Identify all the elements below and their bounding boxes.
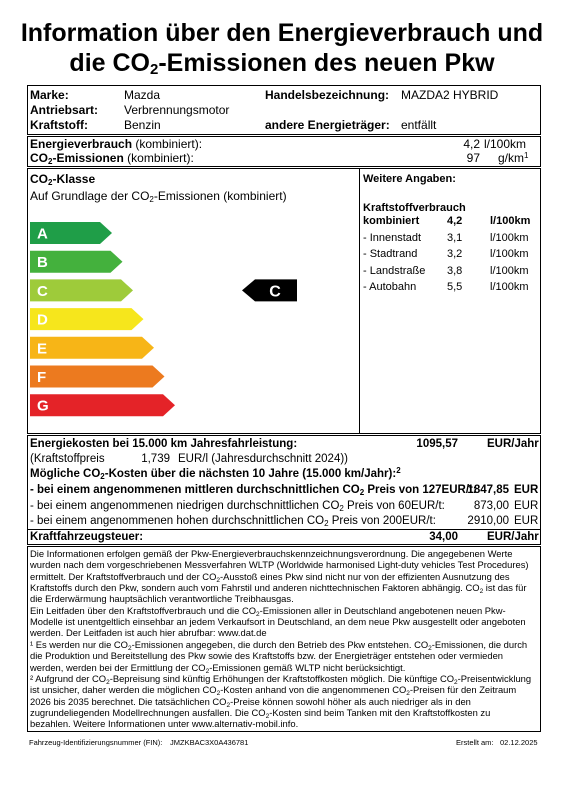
weitere-row-value: 3,2 bbox=[447, 248, 463, 260]
mittel-pre: - bei einem angenommenen mittleren durchschnittlichen CO bbox=[30, 484, 360, 496]
notes-f2-l5: bezahlen. Weitere Informationen unter www.alternativ-mobil.info. bbox=[30, 718, 299, 730]
energiekosten-label: Energiekosten bei 15.000 km Jahresfahrleistung: bbox=[30, 438, 298, 450]
notes-sub: 2 bbox=[226, 701, 231, 709]
weitere-heading: Weitere Angaben: bbox=[363, 173, 456, 185]
fin-label: Fahrzeug-Identifizierungsnummer (FIN): bbox=[29, 738, 163, 747]
co2-class-subheading bbox=[30, 189, 287, 203]
title-line-2 bbox=[0, 48, 564, 78]
energie-label-bold: Energieverbrauch bbox=[30, 137, 133, 151]
notes-f2-l3-post: -Preise können sowohl höher als auch niedriger als in den bbox=[230, 695, 471, 707]
co2-class-heading bbox=[30, 172, 95, 186]
kraftstoff-value: Benzin bbox=[124, 118, 161, 132]
niedrig-post: Preis von 60EUR/t: bbox=[343, 500, 445, 512]
co2-label bbox=[30, 151, 194, 165]
notes-p1-l5: die Erderwärmung hauptsächlich verantwortliche Treibhausgas. bbox=[30, 593, 294, 605]
energie-label bbox=[30, 137, 202, 151]
notes-sub: 2 bbox=[216, 576, 220, 584]
handel-label: Handelsbezeichnung: bbox=[265, 88, 390, 102]
notes-p2-l1-pre: Ein Leitfaden über den Kraftstoffverbrauch und die CO bbox=[30, 604, 257, 616]
hoch-label bbox=[30, 514, 436, 528]
energiekosten-unit: EUR/Jahr bbox=[487, 438, 539, 450]
co2-class-letter-e: E bbox=[37, 340, 48, 358]
notes-p1-l1: Die Informationen erfolgen gemäß der Pkw-Energieverbrauchskennzeichnungsverordnung. Die angegebenen Werte bbox=[30, 548, 513, 559]
co2-class-letter-a: A bbox=[37, 225, 48, 243]
steuer-label: Kraftfahrzeugsteuer: bbox=[30, 531, 144, 543]
co2-class-bar-g bbox=[30, 394, 175, 416]
notes-p1-l3-post: -Ausstoß eines Pkw sind nicht nur von der effizienten Ausnutzung des bbox=[220, 570, 510, 582]
page-title bbox=[0, 18, 564, 78]
co2-class-heading-pre: CO bbox=[30, 172, 48, 186]
notes-f2-l2-post: -Preisen für den Zeitraum bbox=[409, 684, 517, 696]
weitere-row-label: - Stadtrand bbox=[363, 248, 418, 260]
notes-f1-l1-post: -Emissionen, die durch bbox=[431, 638, 528, 650]
co2-label-post: -Emissionen bbox=[52, 151, 124, 165]
co2-value: 97 bbox=[466, 151, 480, 165]
date-value: 02.12.2025 bbox=[500, 738, 538, 747]
moegliche-post: -Kosten über die nächsten 10 Jahre (15.000 km/Jahr): bbox=[104, 468, 397, 480]
title-line-1: Information über den Energieverbrauch und bbox=[20, 19, 544, 47]
notes-sub: 2 bbox=[256, 610, 260, 618]
mittel-label bbox=[30, 483, 477, 497]
notes-sub: 2 bbox=[127, 644, 132, 652]
notes-f1-l1-mid: -Emissionen angegeben, die durch den Betrieb des Pkw entstehen. CO bbox=[131, 638, 429, 650]
weitere-row-value: 3,8 bbox=[447, 264, 463, 277]
energie-unit: l/100km bbox=[484, 137, 527, 151]
notes-p2-l1 bbox=[30, 605, 506, 616]
hoch-sub: 2 bbox=[324, 519, 329, 528]
kraftstoffpreis-unit: EUR/l (Jahresdurchschnitt 2024)) bbox=[178, 453, 349, 465]
kraftstoffpreis-label: (Kraftstoffpreis bbox=[30, 453, 105, 465]
title-line-2-post: -Emissionen des neuen Pkw bbox=[158, 49, 495, 77]
notes-p1-l3 bbox=[30, 571, 510, 582]
notes-p1-l3-pre: ermittelt. Der Kraftstoffverbrauch und der CO bbox=[30, 570, 217, 582]
mittel-value: 1847,85 bbox=[467, 484, 509, 496]
kraftstoffpreis-value: 1,739 bbox=[141, 453, 170, 465]
niedrig-label bbox=[30, 499, 445, 513]
co2-unit bbox=[498, 151, 528, 165]
weitere-row-unit: l/100km bbox=[490, 281, 529, 293]
energie-label-rest: (kombiniert): bbox=[132, 137, 203, 151]
notes-sub: 2 bbox=[428, 644, 432, 652]
moegliche-label bbox=[30, 467, 401, 481]
notes-p1-l2: wurden nach dem vorgeschriebenen Messverfahren WLTP (Worldwide harmonised Light-duty vehicles Test Procedures) bbox=[30, 559, 529, 571]
niedrig-sub: 2 bbox=[339, 504, 344, 513]
co2-class-letter-b: B bbox=[37, 254, 48, 272]
andere-value: entfällt bbox=[401, 118, 437, 132]
notes-f2-l3-pre: 2026 bis 2035 berechnet. Die tatsächlichen CO bbox=[30, 695, 227, 707]
marke-label: Marke: bbox=[30, 88, 69, 102]
co2-class-heading-sub: 2 bbox=[48, 178, 53, 187]
weitere-row-label: kombiniert bbox=[363, 215, 420, 227]
co2-class-letter-d: D bbox=[37, 311, 48, 329]
notes-f2-l1-post: -Preisentwicklung bbox=[457, 672, 532, 684]
co2-unit-sup: 1 bbox=[524, 151, 529, 160]
weitere-row-unit: l/100km bbox=[490, 264, 529, 277]
weitere-row-unit: l/100km bbox=[490, 215, 531, 227]
notes-sub: 2 bbox=[216, 690, 221, 698]
co2-class-subheading-post: -Emissionen (kombiniert) bbox=[153, 189, 287, 203]
niedrig-unit: EUR bbox=[514, 500, 539, 512]
notes-f1-l3-post: -Emissionen gemäß WLTP nicht berücksichtigt. bbox=[209, 661, 406, 673]
notes-f2-l4-pre: zugrundeliegenden Modellrechnungen ausfallen. Die CO bbox=[30, 706, 266, 718]
energie-value: 4,2 bbox=[463, 137, 480, 151]
selected-class-letter: C bbox=[269, 283, 281, 301]
notes-p2-l1-post: -Emissionen aller in Deutschland angebotenen neuen Pkw- bbox=[259, 604, 506, 616]
niedrig-pre: - bei einem angenommenen niedrigen durchschnittlichen CO bbox=[30, 500, 340, 512]
notes-f2-l1-mid: -Bepreisung sind künftig Erhöhungen der Kraftstoffkosten möglich. Die künftige CO bbox=[109, 672, 455, 684]
kraftstoffverbrauch-heading: Kraftstoffverbrauch bbox=[363, 202, 466, 214]
antrieb-value: Verbrennungsmotor bbox=[124, 103, 230, 117]
co2-class-bar-f bbox=[30, 366, 165, 388]
moegliche-sub: 2 bbox=[100, 472, 105, 481]
steuer-value: 34,00 bbox=[429, 531, 458, 543]
steuer-unit: EUR/Jahr bbox=[487, 531, 539, 543]
weitere-row-value: 3,1 bbox=[447, 231, 463, 244]
co2-class-letter-c: C bbox=[37, 282, 48, 300]
notes-f1-l3-pre: werden, werden bei der Ermittlung der CO bbox=[30, 661, 206, 673]
notes-f1-l2: die Produktion und Bereitstellung des Pkw sowie des Kraftstoffs bzw. der Energieträger entstehen oder vermieden bbox=[30, 650, 504, 662]
notes-f2-l2-mid: -Kosten anhand von die angenommenen CO bbox=[220, 684, 407, 696]
co2-class-subheading-pre: Auf Grundlage der CO bbox=[30, 189, 150, 203]
mittel-post: Preis von 127EUR/t: bbox=[364, 484, 477, 496]
notes-f2-l1 bbox=[30, 673, 531, 684]
weitere-row-label: - Autobahn bbox=[363, 281, 417, 293]
niedrig-value: 873,00 bbox=[473, 500, 509, 512]
handel-value: MAZDA2 HYBRID bbox=[401, 88, 499, 102]
notes-f2-l2-pre: ist unsicher, daher werden die möglichen CO bbox=[30, 684, 217, 696]
title-line-2-sub: 2 bbox=[150, 61, 159, 78]
energiekosten-value: 1095,57 bbox=[416, 438, 458, 450]
notes-sub: 2 bbox=[454, 678, 458, 686]
moegliche-sup: 2 bbox=[396, 466, 401, 475]
notes-p1-l4-pre: Kraftstoffs durch den Pkw, sondern auch vom Fahrstil und anderen nichttechnischen Faktoren abhängig. CO bbox=[30, 582, 480, 594]
fin-value: JMZKBAC3X0A436781 bbox=[170, 738, 249, 747]
notes-f1-l1-pre: ¹ Es werden nur die CO bbox=[30, 638, 128, 650]
antrieb-label: Antriebsart: bbox=[30, 103, 99, 117]
notes-f2-l4-post: -Kosten sind beim Tanken mit den Kraftstoffkosten zu bbox=[269, 706, 491, 718]
co2-class-bar-e bbox=[30, 337, 154, 359]
marke-value: Mazda bbox=[124, 88, 161, 102]
co2-class-letter-g: G bbox=[37, 397, 49, 415]
co2-class-subheading-sub: 2 bbox=[149, 195, 154, 204]
weitere-row-unit: l/100km bbox=[490, 248, 529, 260]
weitere-row-label: - Innenstadt bbox=[363, 231, 422, 244]
notes-sub: 2 bbox=[265, 712, 270, 720]
notes-p1-l4-post: ist das für bbox=[483, 582, 527, 594]
notes-f2-l4 bbox=[30, 707, 490, 718]
andere-label: andere Energieträger: bbox=[265, 118, 390, 132]
co2-unit-pre: g/km bbox=[498, 151, 525, 165]
notes-sub: 2 bbox=[406, 690, 410, 698]
hoch-post: Preis von 200EUR/t: bbox=[328, 515, 436, 527]
date-label: Erstellt am: bbox=[456, 738, 494, 747]
notes-f2-l2 bbox=[30, 684, 517, 698]
weitere-row-value: 4,2 bbox=[447, 215, 463, 227]
weitere-row-unit: l/100km bbox=[490, 231, 529, 244]
hoch-pre: - bei einem angenommenen hohen durchschnittlichen CO bbox=[30, 515, 325, 527]
co2-class-heading-post: -Klasse bbox=[52, 172, 96, 186]
notes-sub: 2 bbox=[106, 678, 110, 686]
co2-label-pre: CO bbox=[30, 151, 48, 165]
co2-class-scale bbox=[30, 222, 360, 427]
co2-label-sub: 2 bbox=[48, 157, 53, 166]
notes-sub: 2 bbox=[479, 588, 484, 596]
weitere-row-value: 5,5 bbox=[447, 281, 463, 293]
notes-sub: 2 bbox=[205, 667, 210, 675]
co2-class-letter-f: F bbox=[37, 369, 47, 386]
weitere-row-label: - Landstraße bbox=[363, 264, 426, 277]
kraftstoff-label: Kraftstoff: bbox=[30, 118, 88, 132]
co2-label-rest: (kombiniert): bbox=[123, 151, 194, 165]
hoch-unit: EUR bbox=[514, 515, 539, 527]
mittel-sub: 2 bbox=[359, 488, 365, 497]
notes-p1-l4 bbox=[30, 582, 527, 596]
notes-p2-l2: Modelle ist unentgeltlich einsehbar an jedem Verkaufsort in Deutschland, an dem neue Pkw ausgestellt oder angeboten bbox=[30, 616, 526, 628]
notes-f1-l1 bbox=[30, 639, 527, 650]
mittel-unit: EUR bbox=[514, 484, 539, 496]
notes-f1-l3 bbox=[30, 662, 405, 673]
notes-f2-l1-pre: ² Aufgrund der CO bbox=[30, 672, 107, 684]
title-line-2-pre: die CO bbox=[69, 49, 150, 77]
notes-f2-l3 bbox=[30, 696, 471, 707]
notes-p2-l3: werden. Der Leitfaden ist auch hier abrufbar: www.dat.de bbox=[30, 627, 267, 639]
moegliche-pre: Mögliche CO bbox=[30, 468, 101, 480]
hoch-value: 2910,00 bbox=[467, 515, 509, 527]
